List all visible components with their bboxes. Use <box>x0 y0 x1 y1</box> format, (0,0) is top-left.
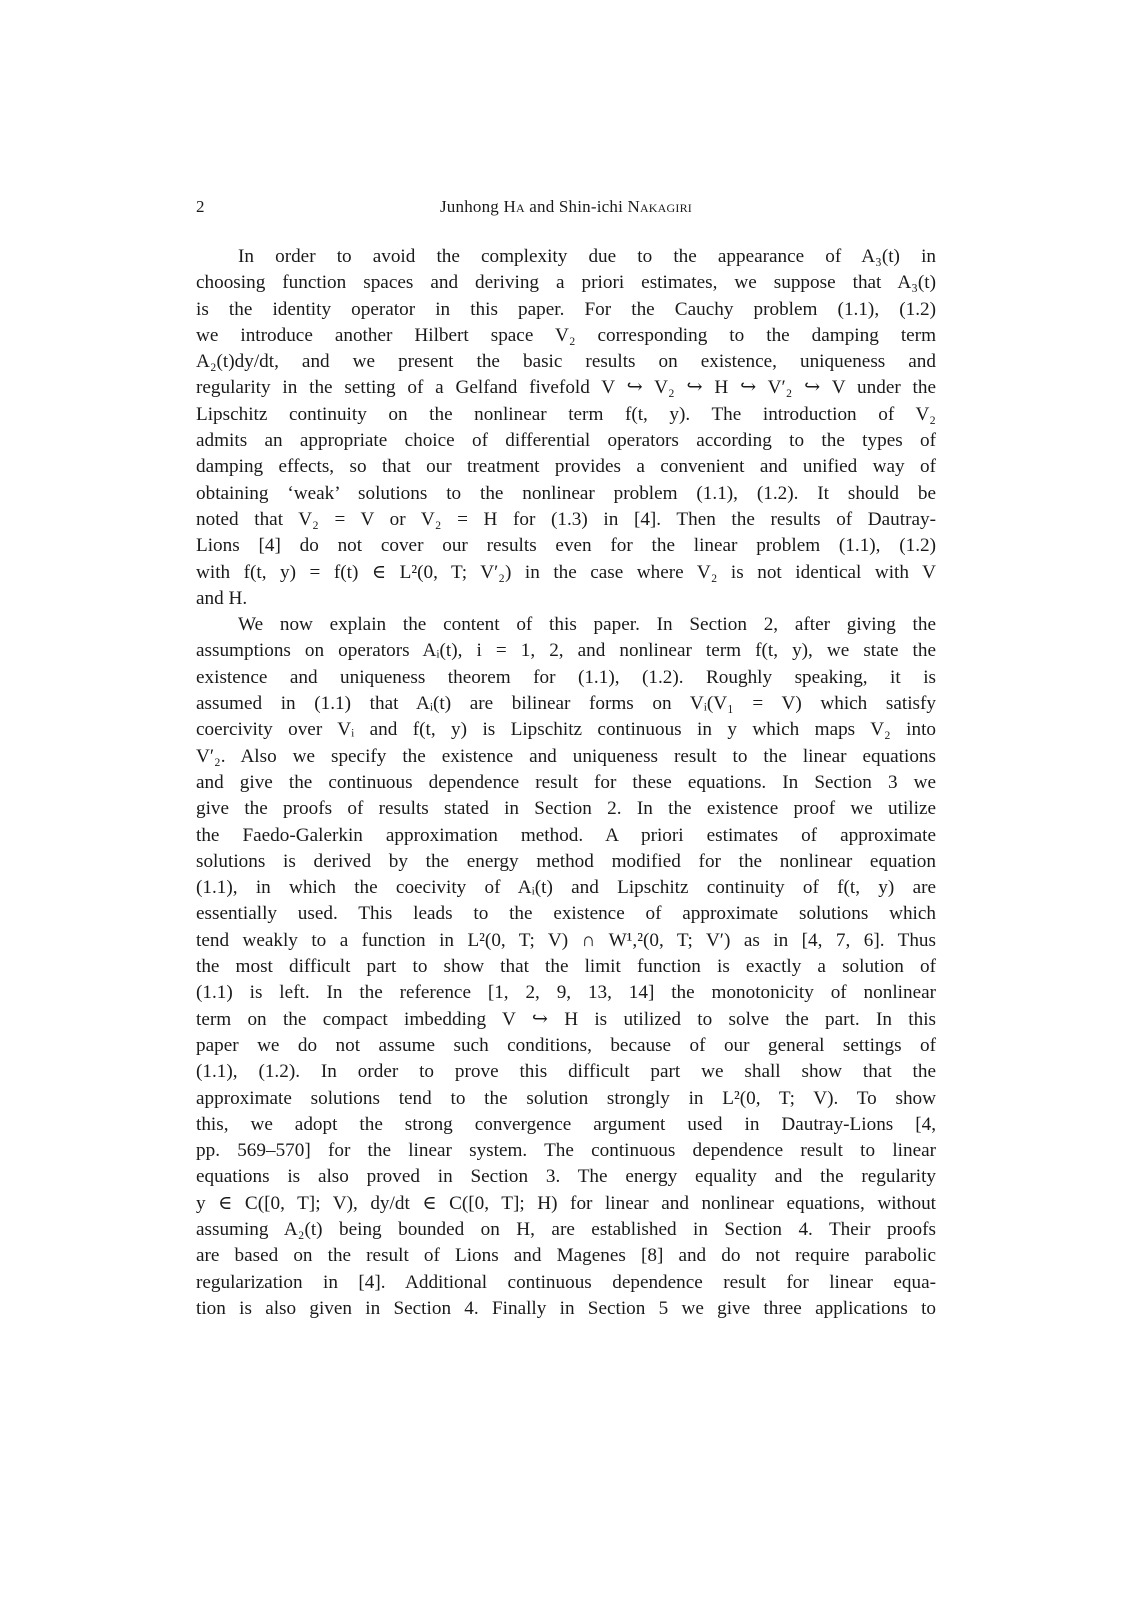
text-line: pp. 569–570] for the linear system. The continuous dependence result to linear <box>196 1140 936 1162</box>
body-text <box>196 244 936 1322</box>
text-line: admits an appropriate choice of differential operators according to the types of <box>196 430 936 452</box>
text-line: regularity in the setting of a Gelfand fivefold V ↪ V₂ ↪ H ↪ V′₂ ↪ V under the <box>196 377 936 399</box>
text-line: (1.1), in which the coecivity of Aᵢ(t) and Lipschitz continuity of f(t, y) are <box>196 877 936 899</box>
text-line: we introduce another Hilbert space V₂ corresponding to the damping term <box>196 324 936 346</box>
author-conjunction: and <box>529 197 555 216</box>
text-line: (1.1), (1.2). In order to prove this difficult part we shall show that the <box>196 1061 936 1083</box>
author-1-last-name: Ha <box>503 197 525 216</box>
text-line: equations is also proved in Section 3. The energy equality and the regularity <box>196 1166 936 1188</box>
text-line: regularization in [4]. Additional continuous dependence result for linear equa- <box>196 1271 936 1293</box>
text-line: coercivity over Vᵢ and f(t, y) is Lipschitz continuous in y which maps V₂ into <box>196 719 936 741</box>
text-line: choosing function spaces and deriving a priori estimates, we suppose that A₃(t) <box>196 272 936 294</box>
text-line: is the identity operator in this paper. For the Cauchy problem (1.1), (1.2) <box>196 298 936 320</box>
text-line: with f(t, y) = f(t) ∈ L²(0, T; V′₂) in the case where V₂ is not identical with V <box>196 561 936 583</box>
text-line: A₂(t)dy/dt, and we present the basic results on existence, uniqueness and <box>196 351 936 373</box>
paragraph-1 <box>196 244 936 612</box>
text-line: We now explain the content of this paper. In Section 2, after giving the <box>238 614 936 636</box>
text-line: term on the compact imbedding V ↪ H is utilized to solve the part. In this <box>196 1008 936 1030</box>
text-line: give the proofs of results stated in Section 2. In the existence proof we utilize <box>196 798 936 820</box>
text-line: solutions is derived by the energy method modified for the nonlinear equation <box>196 850 936 872</box>
text-line: (1.1) is left. In the reference [1, 2, 9, 13, 14] the monotonicity of nonlinear <box>196 982 936 1004</box>
text-line: approximate solutions tend to the solution strongly in L²(0, T; V). To show <box>196 1087 936 1109</box>
text-line: the most difficult part to show that the limit function is exactly a solution of <box>196 956 936 978</box>
text-line: assuming A₂(t) being bounded on H, are established in Section 4. Their proofs <box>196 1218 936 1240</box>
text-line: noted that V₂ = V or V₂ = H for (1.3) in [4]. Then the results of Dautray- <box>196 508 936 530</box>
author-2-first-name: Shin-ichi <box>558 197 624 216</box>
text-line: tend weakly to a function in L²(0, T; V) ∩ W¹,²(0, T; V′) as in [4, 7, 6]. Thus <box>196 929 936 951</box>
text-line: Lipschitz continuity on the nonlinear term f(t, y). The introduction of V₂ <box>196 403 936 425</box>
text-line: Lions [4] do not cover our results even for the linear problem (1.1), (1.2) <box>196 535 936 557</box>
text-line: obtaining ‘weak’ solutions to the nonlinear problem (1.1), (1.2). It should be <box>196 482 936 504</box>
text-line: the Faedo-Galerkin approximation method. A priori estimates of approximate <box>196 824 936 846</box>
text-line: V′₂. Also we specify the existence and uniqueness result to the linear equations <box>196 745 936 767</box>
author-2-last-name: Nakagiri <box>627 197 693 216</box>
author-1-first-name: Junhong <box>439 197 500 216</box>
text-line: and give the continuous dependence result for these equations. In Section 3 we <box>196 771 936 793</box>
text-line: assumptions on operators Aᵢ(t), i = 1, 2, and nonlinear term f(t, y), we state the <box>196 640 936 662</box>
text-line: In order to avoid the complexity due to the appearance of A₃(t) in <box>238 246 936 267</box>
text-line: tion is also given in Section 4. Finally in Section 5 we give three applications to <box>196 1297 936 1319</box>
running-head-authors <box>196 197 936 217</box>
text-line: and H. <box>196 587 248 609</box>
page-number: 2 <box>196 197 205 216</box>
text-line: essentially used. This leads to the existence of approximate solutions which <box>196 903 936 925</box>
text-line: damping effects, so that our treatment provides a convenient and unified way of <box>196 456 936 478</box>
running-header <box>196 197 936 221</box>
text-line: paper we do not assume such conditions, because of our general settings of <box>196 1034 936 1056</box>
text-line: existence and uniqueness theorem for (1.1), (1.2). Roughly speaking, it is <box>196 666 936 688</box>
text-line: are based on the result of Lions and Magenes [8] and do not require parabolic <box>196 1245 936 1267</box>
text-line: y ∈ C([0, T]; V), dy/dt ∈ C([0, T]; H) for linear and nonlinear equations, without <box>196 1192 936 1214</box>
text-line: this, we adopt the strong convergence argument used in Dautray-Lions [4, <box>196 1113 936 1135</box>
paragraph-2 <box>196 612 936 1322</box>
text-line: assumed in (1.1) that Aᵢ(t) are bilinear forms on Vᵢ(V₁ = V) which satisfy <box>196 693 936 715</box>
